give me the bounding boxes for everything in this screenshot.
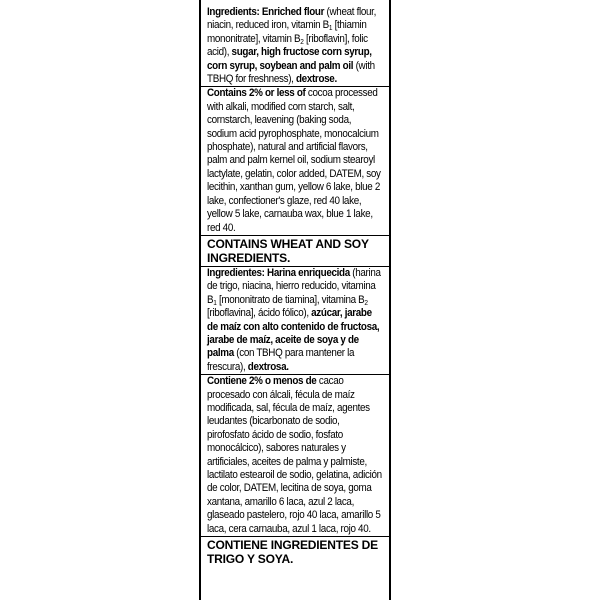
spanish-contains-2pct: Contiene 2% o menos de — [207, 375, 317, 388]
spanish-flour-detail-a: (harina de trigo, niacina, hierro reducido, vitamina B — [207, 266, 381, 306]
english-flour-detail-a: (wheat flour, niacin, reduced iron, vitamin B — [207, 6, 376, 32]
english-dextrose: dextrose. — [295, 73, 337, 86]
spanish-heading: Ingredientes: — [207, 266, 265, 279]
english-minor-ingredients-paragraph — [207, 87, 383, 234]
english-heading: Ingredients: — [207, 6, 260, 18]
spanish-enriched-flour: Harina enriquecida — [267, 266, 350, 279]
english-tbhq-note: (with TBHQ for freshness), — [207, 59, 375, 86]
spanish-tbhq-note: (con TBHQ para mantener la frescura), — [207, 347, 355, 373]
spanish-minor-ingredients-paragraph — [207, 375, 383, 536]
spanish-flour-detail-c: [riboflavina], ácido fólico), — [207, 307, 312, 320]
spanish-minor-ingredients: cacao procesado con álcali, fécula de maíz modificada, sal, fécula de maíz, agentes leudantes (bicarbonato de sodio, pirofosfato ácido de sodio, fosfato monocálcico), sabores naturales y artificiales, aceites de palma y palmiste, lactilato estearoil de sodio, gelatina, adición de color, DATEM, lecitina de soya, goma xantana, amarillo 6 laca, azul 2 laca, glaseado pastelero, rojo 40 laca, amarillo 5 laca, cera carnauba, azul 1 laca, rojo 40. — [207, 375, 382, 535]
spanish-allergen-statement: CONTIENE INGREDIENTES DE TRIGO Y SOYA. — [207, 538, 378, 567]
english-vitamin-b1-subscript: 1 — [328, 25, 333, 33]
ingredients-label-panel — [199, 0, 391, 600]
spanish-dextrose: dextrosa. — [247, 360, 289, 373]
english-contains-2pct: Contains 2% or less of — [207, 87, 306, 100]
english-enriched-flour: Enriched flour — [261, 6, 325, 18]
english-ingredients-paragraph — [207, 6, 383, 86]
spanish-ingredients-paragraph — [207, 267, 383, 374]
english-minor-ingredients: cocoa processed with alkali, modified corn starch, salt, cornstarch, leavening (baking soda, sodium acid pyrophosphate, monocalcium phosphate), natural and artificial flavors, palm and palm kernel oil, sodium stearoyl lactylate, gelatin, color added, DATEM, soy lecithin, xanthan gum, yellow 6 lake, blue 2 lake, confectioner's glaze, red 40 lake, yellow 5 lake, carnauba wax, blue 1 lake, red 40. — [207, 87, 381, 234]
divider-rule — [201, 235, 389, 236]
english-flour-detail-c: [riboflavin], folic acid), — [207, 32, 368, 59]
english-sweeteners-oils: sugar, high fructose corn syrup, corn syrup, soybean and palm oil — [207, 46, 372, 72]
english-vitamin-b2-subscript: 2 — [300, 38, 304, 46]
spanish-sweeteners-oils: azúcar, jarabe de maíz con alto contenido de fructosa, jarabe de maíz, aceite de soya y de palma — [207, 307, 380, 360]
spanish-flour-detail-b: [mononitrato de tiamina], vitamina B — [216, 293, 365, 306]
spanish-vitamin-b2-subscript: 2 — [364, 299, 368, 307]
spanish-vitamin-b1-subscript: 1 — [213, 299, 217, 307]
english-flour-detail-b: [thiamin mononitrate], vitamin B — [207, 19, 367, 45]
divider-rule — [201, 536, 389, 537]
english-allergen-statement: CONTAINS WHEAT AND SOY INGREDIENTS. — [207, 236, 369, 265]
